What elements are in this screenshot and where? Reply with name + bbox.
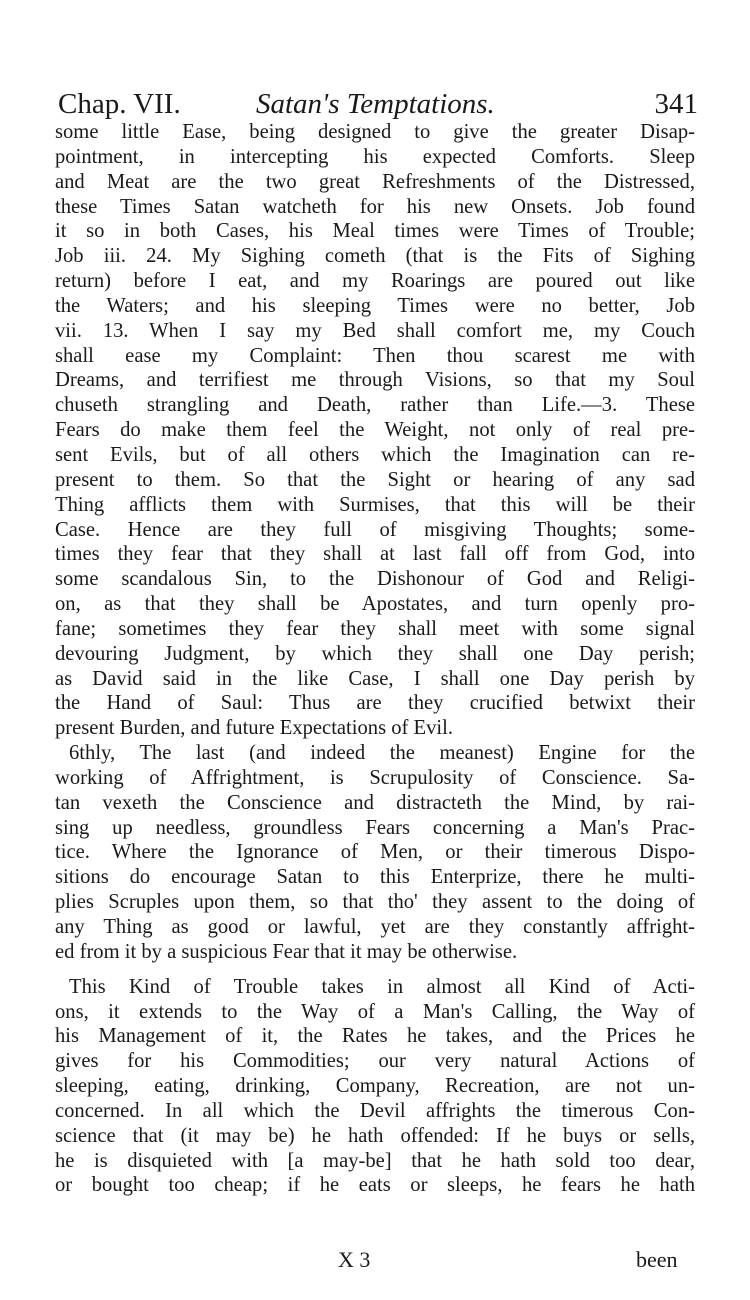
chapter-label: Chap. VII. xyxy=(58,88,181,120)
text-line: ons, it extends to the Way of a Man's Calling, the Way of xyxy=(55,1000,695,1023)
text-line: Thing afflicts them with Surmises, that this will be their xyxy=(55,493,695,516)
text-line: pointment, in intercepting his expected Comforts. Sleep xyxy=(55,145,695,168)
text-line: some little Ease, being designed to give the greater Disap- xyxy=(55,121,695,143)
text-line: the Waters; and his sleeping Times were no better, Job xyxy=(55,294,695,317)
text-line: tice. Where the Ignorance of Men, or their timerous Dispo- xyxy=(55,841,695,864)
text-line: these Times Satan watcheth for his new Onsets. Job found xyxy=(55,195,695,218)
text-line: it so in both Cases, his Meal times were Times of Trouble; xyxy=(55,220,695,243)
text-line: on, as that they shall be Apostates, and turn openly pro- xyxy=(55,593,695,616)
text-line: devouring Judgment, by which they shall one Day perish; xyxy=(55,642,695,665)
text-line: concerned. In all which the Devil affrights the timerous Con- xyxy=(55,1099,695,1122)
text-line: vii. 13. When I say my Bed shall comfort me, my Couch xyxy=(55,319,695,342)
text-line: any Thing as good or lawful, yet are they constantly affright- xyxy=(55,916,695,938)
text-line: plies Scruples upon them, so that tho' they assent to the doing of xyxy=(55,891,695,914)
running-header xyxy=(58,84,698,124)
text-line: Dreams, and terrifiest me through Visions, so that my Soul xyxy=(55,369,695,392)
text-line: and Meat are the two great Refreshments of the Distressed, xyxy=(55,170,695,193)
text-line: science that (it may be) he hath offended: If he buys or sells, xyxy=(55,1124,695,1147)
text-line: sent Evils, but of all others which the Imagination can re- xyxy=(55,443,695,466)
text-line: Fears do make them feel the Weight, not only of real pre- xyxy=(55,419,695,442)
text-line: fane; sometimes they fear they shall meet with some signal xyxy=(55,617,695,640)
text-line: working of Affrightment, is Scrupulosity of Conscience. Sa- xyxy=(55,766,695,789)
catchword: been xyxy=(636,1247,678,1272)
text-line: ed from it by a suspicious Fear that it may be otherwise. xyxy=(55,940,518,963)
text-line: chuseth strangling and Death, rather than Life.—3. These xyxy=(55,394,695,417)
body-text xyxy=(55,120,695,1198)
text-line: shall ease my Complaint: Then thou scarest me with xyxy=(55,344,695,367)
text-line: tan vexeth the Conscience and distracteth the Mind, by rai- xyxy=(55,791,695,814)
text-line: he is disquieted with [a may-be] that he hath sold too dear, xyxy=(55,1149,695,1172)
page-number: 341 xyxy=(654,88,698,120)
text-line: or bought too cheap; if he eats or sleeps, he fears he hath xyxy=(55,1174,695,1197)
text-line: present to them. So that the Sight or hearing of any sad xyxy=(55,468,695,491)
text-line: times they fear that they shall at last fall off from God, into xyxy=(55,543,695,566)
text-line: This Kind of Trouble takes in almost all Kind of Acti- xyxy=(69,975,695,998)
text-line: the Hand of Saul: Thus are they crucified betwixt their xyxy=(55,692,695,715)
text-line: return) before I eat, and my Roarings are poured out like xyxy=(55,270,695,293)
running-title: Satan's Temptations. xyxy=(256,88,495,120)
text-line: Job iii. 24. My Sighing cometh (that is the Fits of Sighing xyxy=(55,245,695,268)
text-line: sitions do encourage Satan to this Enterprize, there he multi- xyxy=(55,866,695,889)
text-line: gives for his Commodities; our very natural Actions of xyxy=(55,1050,695,1073)
signature-mark: X 3 xyxy=(338,1247,371,1272)
text-line: his Management of it, the Rates he takes, and the Prices he xyxy=(55,1025,695,1048)
text-line: 6thly, The last (and indeed the meanest) Engine for the xyxy=(69,742,695,765)
text-line: some scandalous Sin, to the Dishonour of God and Religi- xyxy=(55,568,695,591)
text-line: Case. Hence are they full of misgiving Thoughts; some- xyxy=(55,518,695,541)
page-footer xyxy=(0,1242,750,1278)
text-line: sing up needless, groundless Fears concerning a Man's Prac- xyxy=(55,816,695,839)
text-line: present Burden, and future Expectations of Evil. xyxy=(55,717,454,740)
text-line: sleeping, eating, drinking, Company, Recreation, are not un- xyxy=(55,1075,695,1098)
text-line: as David said in the like Case, I shall one Day perish by xyxy=(55,667,695,690)
